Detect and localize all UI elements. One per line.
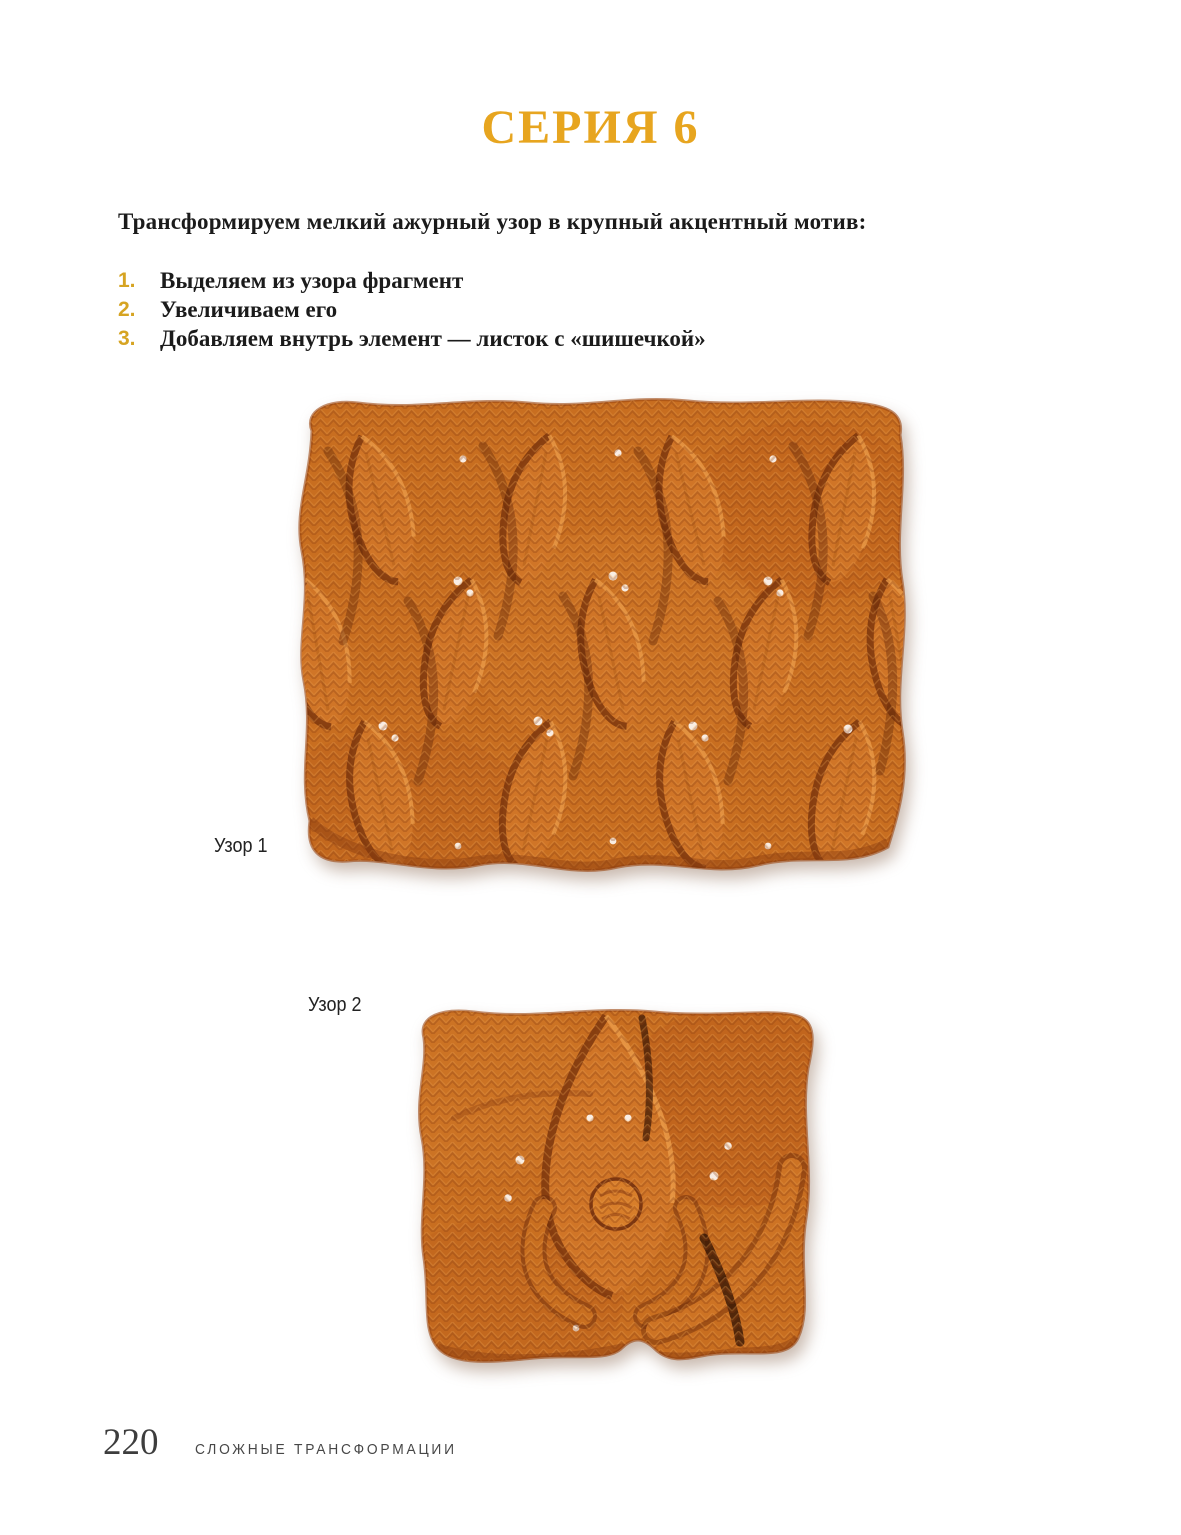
step-text: Добавляем внутрь элемент — листок с «шишечкой» (160, 326, 706, 351)
step-item (118, 295, 878, 324)
chapter-title: СЛОЖНЫЕ ТРАНСФОРМАЦИИ (194, 1441, 457, 1458)
knit-texture (288, 391, 918, 893)
knitted-swatch-2-photo (394, 998, 836, 1380)
knitted-swatch-1-photo (288, 391, 918, 893)
step-item (118, 266, 878, 295)
page-title: СЕРИЯ 6 (481, 101, 700, 154)
step-text: Увеличиваем его (160, 297, 338, 322)
swatch1-fabric (288, 391, 918, 893)
steps-list (118, 266, 878, 353)
swatch2-fabric (394, 998, 836, 1380)
swatch-1-label: Узор 1 (214, 835, 268, 857)
intro-text: Трансформируем мелкий ажурный узор в крупный акцентный мотив: (118, 209, 867, 234)
knit-texture (394, 998, 836, 1380)
page-number: 220 (103, 1422, 159, 1463)
step-text: Выделяем из узора фрагмент (160, 268, 464, 293)
step-number: 2. (118, 298, 136, 321)
page-footer (103, 1421, 479, 1464)
step-item (118, 324, 878, 353)
swatch2-leaf-motif (394, 998, 836, 1380)
swatch1-leaf-motifs (288, 391, 918, 893)
step-number: 3. (118, 327, 136, 350)
step-number: 1. (118, 269, 136, 292)
swatch-2-label: Узор 2 (308, 994, 362, 1016)
